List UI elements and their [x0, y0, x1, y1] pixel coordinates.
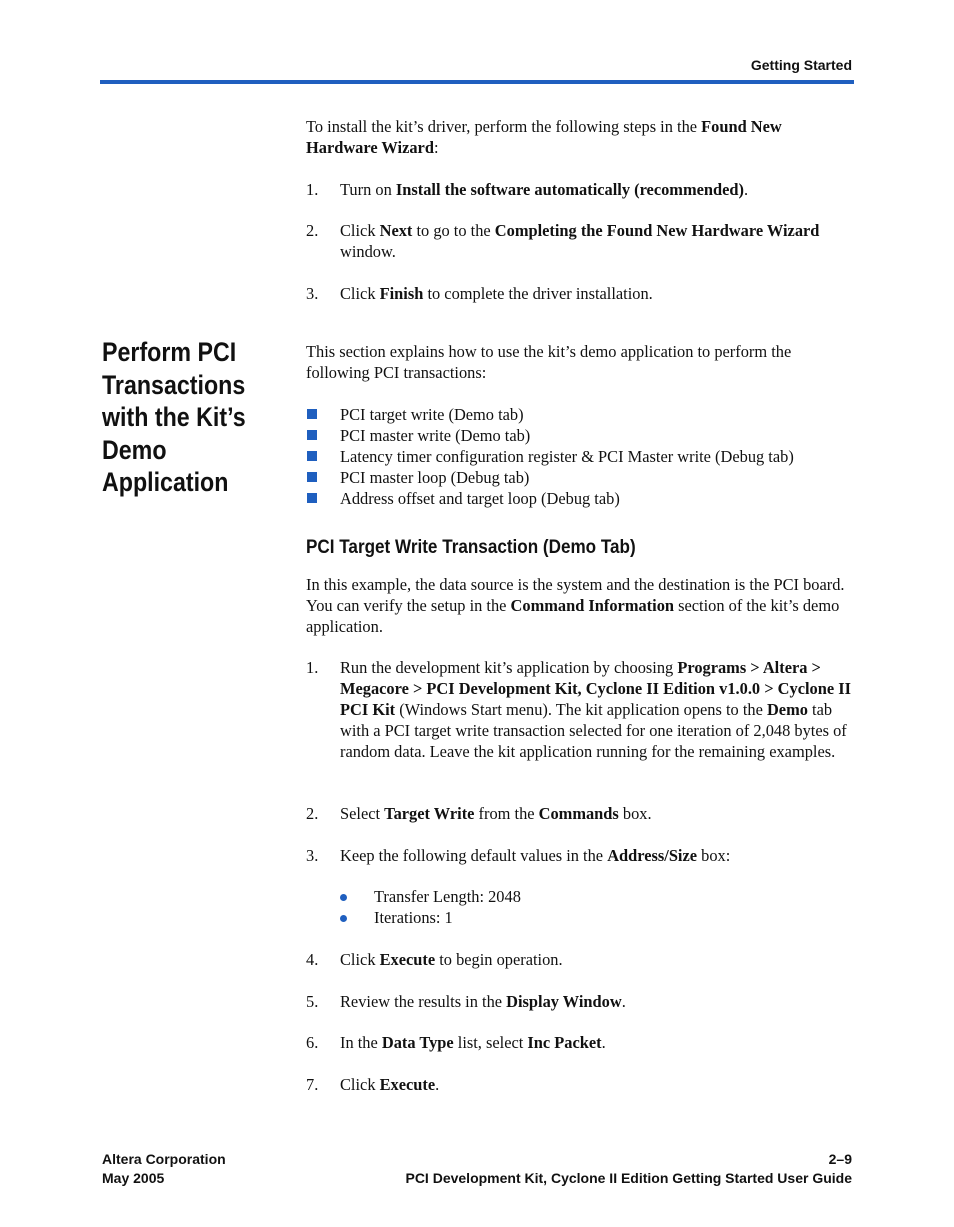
- list-item: PCI master write (Demo tab): [306, 425, 530, 446]
- demo-step-5: 5. Review the results in the Display Window.: [306, 992, 626, 1011]
- section-heading: Perform PCI Transactions with the Kit’s Demo Application: [102, 337, 246, 497]
- footer-date: May 2005: [102, 1170, 165, 1186]
- footer-guide-title: PCI Development Kit, Cyclone II Edition Getting Started User Guide: [405, 1170, 852, 1186]
- list-item: Transfer Length: 2048: [340, 886, 521, 907]
- square-bullet-icon: [307, 493, 317, 503]
- running-header-title: Getting Started: [750, 57, 852, 73]
- round-bullet-icon: [340, 894, 347, 901]
- install-step-1: 1. Turn on Install the software automatically (recommended).: [306, 180, 749, 199]
- list-item: PCI master loop (Debug tab): [306, 467, 529, 488]
- footer-page-number: 2–9: [828, 1151, 852, 1167]
- demo-step-7: 7. Click Execute.: [306, 1075, 440, 1094]
- list-item: Address offset and target loop (Debug tab): [306, 488, 620, 509]
- demo-step-2: 2. Select Target Write from the Commands box.: [306, 804, 652, 823]
- list-item: PCI target write (Demo tab): [306, 404, 524, 425]
- round-bullet-icon: [340, 915, 347, 922]
- subsection-intro: In this example, the data source is the system and the destination is the PCI board. You can verify the setup in the Command Information section of the kit’s demo application.: [306, 575, 845, 636]
- footer-left: [102, 1150, 226, 1188]
- footer-company: Altera Corporation: [102, 1151, 226, 1167]
- footer-right: [405, 1150, 852, 1188]
- install-step-2: 2. Click Next to go to the Completing the Found New Hardware Wizard window.: [306, 221, 820, 261]
- square-bullet-icon: [307, 451, 317, 461]
- list-item: Latency timer configuration register & PCI Master write (Debug tab): [306, 446, 794, 467]
- square-bullet-icon: [307, 409, 317, 419]
- square-bullet-icon: [307, 430, 317, 440]
- driver-install-intro: To install the kit’s driver, perform the following steps in the Found New Hardware Wizard:: [306, 117, 782, 157]
- list-item: Iterations: 1: [340, 907, 453, 928]
- demo-step-1: 1. Run the development kit’s application by choosing Programs > Altera > Megacore > PCI Development Kit, Cyclone II Edition v1.0.0 > Cyclone II PCI Kit (Windows Start menu). The kit application opens to the Demo tab with a PCI target write transaction selected for one iteration of 2,048 bytes of random data. Leave the kit application running for the remaining examples.: [306, 658, 851, 761]
- square-bullet-icon: [307, 472, 317, 482]
- demo-step-3: 3. Keep the following default values in the Address/Size box:: [306, 846, 731, 865]
- subsection-heading: PCI Target Write Transaction (Demo Tab): [306, 537, 636, 558]
- demo-step-4: 4. Click Execute to begin operation.: [306, 950, 563, 969]
- install-step-3: 3. Click Finish to complete the driver installation.: [306, 284, 653, 303]
- demo-step-6: 6. In the Data Type list, select Inc Packet.: [306, 1033, 606, 1052]
- header-rule: [100, 80, 854, 84]
- section-intro: This section explains how to use the kit’s demo application to perform the following PCI transactions:: [306, 342, 792, 382]
